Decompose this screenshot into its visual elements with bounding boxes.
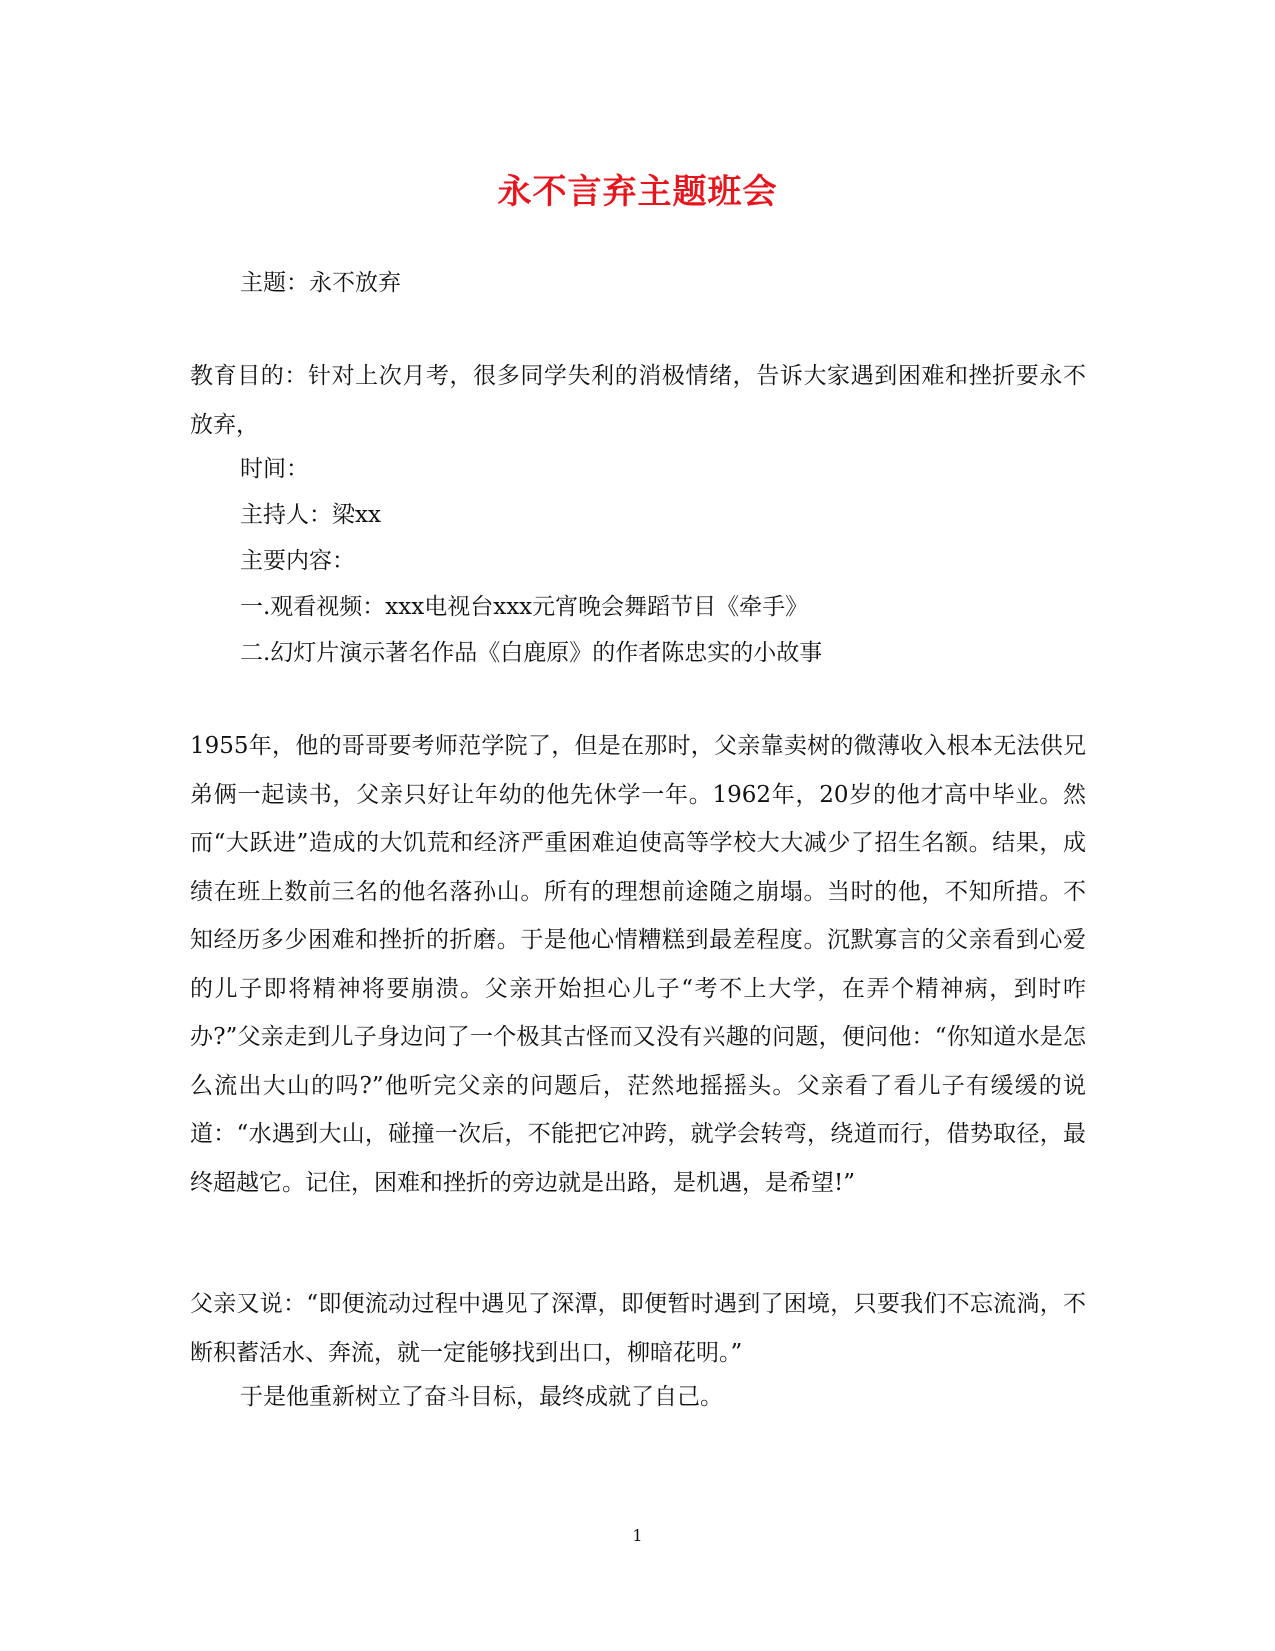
theme-line: 主题：永不放弃: [240, 270, 401, 296]
story-paragraph-2-text: 父亲又说：“即便流动过程中遇见了深潭，即便暂时遇到了困境，只要我们不忘流淌，不断积蓄活水、奔流，就一定能够找到出口，柳暗花明。”: [190, 1291, 1086, 1366]
story-paragraph-1: [190, 722, 1086, 1207]
purpose-text: 教育目的：针对上次月考，很多同学失利的消极情绪，告诉大家遇到困难和挫折要永不放弃，: [190, 363, 1086, 438]
main-content-heading: 主要内容：: [240, 548, 355, 574]
document-title: 永不言弃主题班会: [497, 172, 778, 212]
agenda-item-2: 二.幻灯片演示著名作品《白鹿原》的作者陈忠实的小故事: [240, 640, 823, 666]
host-line: 主持人：梁xx: [240, 502, 381, 528]
story-paragraph-1-text: 1955年，他的哥哥要考师范学院了，但是在那时，父亲靠卖树的微薄收入根本无法供兄弟俩一起读书，父亲只好让年幼的他先休学一年。1962年，20岁的他才高中毕业。然而“大跃进”造成的大饥荒和经济严重困难迫使高等学校大大减少了招生名额。结果，成绩在班上数前三名的他名落孙山。所有的理想前途随之崩塌。当时的他，不知所措。不知经历多少困难和挫折的折磨。于是他心情糟糕到最差程度。沉默寡言的父亲看到心爱的儿子即将精神将要崩溃。父亲开始担心儿子“考不上大学，在弄个精神病，到时咋办?”父亲走到儿子身边问了一个极其古怪而又没有兴趣的问题，便问他：“你知道水是怎么流出大山的吗?”他听完父亲的问题后，茫然地摇摇头。父亲看了看儿子有缓缓的说道：“水遇到大山，碰撞一次后，不能把它冲跨，就学会转弯，绕道而行，借势取径，最终超越它。记住，困难和挫折的旁边就是出路，是机遇，是希望!”: [190, 733, 1086, 1196]
page-number: 1: [632, 1526, 643, 1545]
time-line: 时间：: [240, 456, 309, 482]
conclusion-line: 于是他重新树立了奋斗目标，最终成就了自己。: [240, 1384, 723, 1410]
agenda-item-1: 一.观看视频：xxx电视台xxx元宵晚会舞蹈节目《牵手》: [240, 594, 809, 620]
story-paragraph-2: [190, 1280, 1086, 1377]
purpose-paragraph: [190, 352, 1086, 449]
